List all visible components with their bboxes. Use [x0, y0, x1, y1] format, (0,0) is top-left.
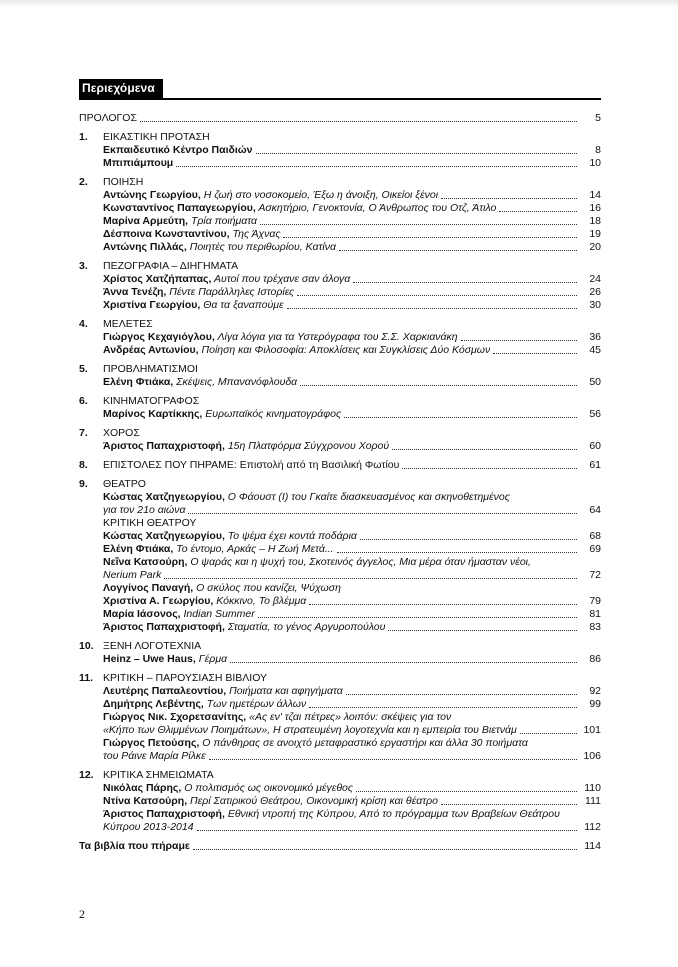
entry-work: Τρία ποιήματα — [188, 215, 258, 227]
section-number: 4. — [79, 318, 88, 330]
entry-work: Indian Summer — [180, 608, 255, 620]
section-number: 9. — [79, 478, 88, 490]
entry-work: Θα τα ξαναπούμε — [200, 299, 284, 311]
toc-entry[interactable] — [79, 202, 601, 215]
toc-entry[interactable] — [79, 711, 601, 724]
entry-author: Άριστος Παπαχριστοφή, — [103, 440, 225, 452]
leader-dots — [388, 630, 577, 631]
entry-author: Λευτέρης Παπαλεοντίου, — [103, 685, 227, 697]
toc-entry[interactable] — [79, 144, 601, 157]
entry-work: Των ημετέρων άλλων — [203, 698, 307, 710]
toc-entry[interactable] — [79, 228, 601, 241]
toc-entry-continuation[interactable] — [79, 724, 601, 737]
entry-work: Λίγα λόγια για τα Υστερόγραφα του Σ.Σ. Χαρκιανάκη — [214, 331, 458, 343]
page-ref: 16 — [589, 202, 601, 214]
page-ref: 83 — [589, 621, 601, 633]
entry-work: Κύπρου 2013-2014 — [103, 821, 194, 833]
entry-work: Ο ψαράς και η ψυχή του, Σκοτεινός άγγελος, Μια μέρα όταν ήμασταν νέοι, — [187, 556, 531, 568]
entry-work: Περί Σατιρικού Θεάτρου, Οικονομική κρίση και θέατρο — [187, 795, 438, 807]
toc-entry[interactable] — [79, 408, 601, 421]
leader-dots — [520, 733, 577, 734]
entry-author: Άννα Τενέζη, — [103, 286, 167, 298]
section-title: ΕΠΙΣΤΟΛΕΣ ΠΟΥ ΠΗΡΑΜΕ: — [103, 459, 237, 471]
leader-dots — [164, 578, 577, 579]
contents-header — [79, 79, 601, 100]
leader-dots — [256, 153, 577, 154]
leader-dots — [193, 849, 577, 850]
toc-entry[interactable] — [79, 556, 601, 569]
page-ref: 18 — [589, 215, 601, 227]
toc-entry[interactable] — [79, 491, 601, 504]
section-title: ΠΡΟΒΛΗΜΑΤΙΣΜΟΙ — [103, 363, 198, 375]
toc-entry[interactable] — [79, 795, 601, 808]
leader-dots — [493, 353, 577, 354]
entry-work: Σταματία, το γένος Αργυροπούλου — [224, 621, 386, 633]
page-ref: 86 — [589, 653, 601, 665]
toc-entry[interactable] — [79, 299, 601, 312]
entry-work: Nerium Park — [103, 569, 162, 581]
toc-entry[interactable] — [79, 273, 601, 286]
page-ref: 79 — [589, 595, 601, 607]
entry-work: Το ψέμα έχει κοντά ποδάρια — [224, 530, 357, 542]
entry-author: Χριστίνα Α. Γεωργίου, — [103, 595, 214, 607]
leader-dots — [197, 830, 577, 831]
leader-dots — [353, 282, 577, 283]
section-title: ΞΕΝΗ ΛΟΓΟΤΕΧΝΙΑ — [103, 640, 202, 652]
entry-author: Κώστας Χατζηγεωργίου, — [103, 491, 225, 503]
page-number: 2 — [79, 907, 85, 921]
page-ref: 24 — [589, 273, 601, 285]
leader-dots — [300, 385, 577, 386]
entry-work: Ποίηση και Φιλοσοφία: Αποκλίσεις και Συγκλίσεις Δύο Κόσμων — [198, 344, 491, 356]
prologue-label: ΠΡΟΛΟΓΟΣ — [79, 112, 137, 124]
section-title: ΚΡΙΤΙΚΑ ΣΗΜΕΙΩΜΑΤΑ — [103, 769, 214, 781]
section-number: 2. — [79, 176, 88, 188]
section-heading — [79, 478, 601, 491]
section-number: 5. — [79, 363, 88, 375]
section-title: ΚΡΙΤΙΚΗ – ΠΑΡΟΥΣΙΑΣΗ ΒΙΒΛΙΟΥ — [103, 672, 268, 684]
entry-work: Πέντε Παράλληλες Ιστορίες — [166, 286, 295, 298]
entry-author: Εκπαιδευτικό Κέντρο Παιδιών — [103, 144, 253, 156]
leader-dots — [499, 211, 577, 212]
leader-dots — [309, 707, 577, 708]
section-heading — [79, 260, 601, 273]
leader-dots — [176, 166, 577, 167]
section-number: 8. — [79, 459, 88, 471]
toc-entry[interactable] — [79, 698, 601, 711]
entry-work: Εθνική ντροπή της Κύπρου, Από το πρόγραμμα των Βραβείων Θεάτρου — [224, 808, 560, 820]
page-ref: 50 — [589, 376, 601, 388]
section-heading — [79, 176, 601, 189]
leader-dots — [287, 308, 577, 309]
section-number: 11. — [79, 672, 94, 684]
toc-entry[interactable] — [79, 344, 601, 357]
page-ref: 92 — [589, 685, 601, 697]
leader-dots — [441, 804, 577, 805]
toc-entry[interactable] — [79, 157, 601, 170]
entry-work: για τον 21ο αιώνα — [103, 504, 186, 516]
entry-work: Της Άχνας — [229, 228, 281, 240]
toc-entry[interactable] — [79, 608, 601, 621]
entry-work: Ευρωπαϊκός κινηματογράφος — [202, 408, 342, 420]
entry-work: Το έντομο, Αρκάς – Η Ζωή Μετά... — [173, 543, 334, 555]
section-heading — [79, 131, 601, 144]
page-ref: 14 — [589, 189, 601, 201]
entry-author: Μαρία Ιάσονος, — [103, 608, 181, 620]
toc-entry[interactable] — [79, 440, 601, 453]
entry-author: Μαρίνα Αρμεύτη, — [103, 215, 189, 227]
entry-author: Ντίνα Κατσούρη, — [103, 795, 188, 807]
entry-work: Ασκητήριο, Γενοκτονία, Ο Άνθρωπος του Οτζ, Άτιλο — [255, 202, 497, 214]
entry-author: Κωνσταντίνος Παπαγεωργίου, — [103, 202, 256, 214]
section-heading — [79, 672, 601, 685]
entry-work: Κόκκινο, Το βλέμμα — [213, 595, 307, 607]
entry-author: Ελένη Φτιάκα, — [103, 543, 174, 555]
toc-entry-continuation[interactable] — [79, 504, 601, 517]
entry-author: Κώστας Χατζηγεωργίου, — [103, 530, 225, 542]
entry-author: Νικόλας Πάρης, — [103, 782, 182, 794]
leader-dots — [356, 791, 577, 792]
toc-entry-continuation[interactable] — [79, 569, 601, 582]
entry-author: Ελένη Φτιάκα, — [103, 376, 174, 388]
toc-entry[interactable] — [79, 582, 601, 595]
entry-work: Αυτοί που τρέχανε σαν άλογα — [211, 273, 351, 285]
entry-work: Επιστολή από τη Βασιλική Φωτίου — [236, 459, 400, 471]
entry-work: 15η Πλατφόρμα Σύγχρονου Χορού — [224, 440, 390, 452]
section-title: ΠΕΖΟΓΡΑΦΙΑ – ΔΙΗΓΗΜΑΤΑ — [103, 260, 239, 272]
page-ref: 36 — [589, 331, 601, 343]
page-ref: 111 — [585, 795, 601, 807]
section-title: ΠΟΙΗΣΗ — [103, 176, 144, 188]
page-ref: 60 — [589, 440, 601, 452]
page-ref: 56 — [589, 408, 601, 420]
page-top-edge — [0, 0, 678, 8]
section-heading — [79, 640, 601, 653]
toc-rows — [79, 112, 601, 853]
entry-author: Άριστος Παπαχριστοφή, — [103, 621, 225, 633]
entry-author: Χριστίνα Γεωργίου, — [103, 299, 201, 311]
page-ref: 61 — [589, 459, 601, 471]
page-ref: 114 — [584, 840, 601, 852]
section-title: ΧΟΡΟΣ — [103, 427, 140, 439]
entry-work: «Ας εν' τζαι πέτρες» λοιπόν: σκέψεις για τον — [246, 711, 452, 723]
contents-title: Περιεχόμενα — [79, 79, 163, 98]
entry-work: «Κήπο των Θλιμμένων Ποιημάτων», Η στρατευμένη λογοτεχνία και η εμπειρία του Βιετνάμ — [103, 724, 517, 736]
leader-dots — [230, 662, 577, 663]
entry-work: Σκέψεις, Μπανανόφλουδα — [173, 376, 298, 388]
entry-author: Χρίστος Χατζήπαπας, — [103, 273, 212, 285]
toc-entry-prologue[interactable] — [79, 112, 601, 125]
subsection-title: ΚΡΙΤΙΚΗ ΘΕΑΤΡΟΥ — [103, 517, 197, 529]
toc-entry[interactable] — [79, 241, 601, 254]
entry-author: Νεΐνα Κατσούρη, — [103, 556, 188, 568]
page-ref: 10 — [589, 157, 601, 169]
entry-work: Γέρμα — [195, 653, 228, 665]
leader-dots — [260, 224, 577, 225]
leader-dots — [441, 198, 577, 199]
section-heading — [79, 769, 601, 782]
entry-work: Η ζωή στο νοσοκομείο, Έξω η άνοιξη, Οικείοι ξένοι — [200, 189, 439, 201]
toc-entry[interactable] — [79, 595, 601, 608]
page-ref: 8 — [595, 144, 601, 156]
leader-dots — [337, 552, 577, 553]
leader-dots — [188, 513, 577, 514]
section-number: 10. — [79, 640, 94, 652]
page-ref: 20 — [589, 241, 601, 253]
leader-dots — [339, 250, 577, 251]
entry-work: Ποιητές του περιθωρίου, Κατίνα — [186, 241, 336, 253]
leader-dots — [309, 604, 577, 605]
entry-author: Δέσποινα Κωνσταντίνου, — [103, 228, 230, 240]
section-title: ΜΕΛΕΤΕΣ — [103, 318, 153, 330]
page-ref: 64 — [589, 504, 601, 516]
toc-entry[interactable] — [79, 621, 601, 634]
section-number: 6. — [79, 395, 88, 407]
toc-entry[interactable] — [79, 653, 601, 666]
page-ref: 5 — [595, 112, 601, 124]
entry-author: Μπιπιάμπουμ — [103, 157, 174, 169]
entry-author: Δημήτρης Λεβέντης, — [103, 698, 204, 710]
toc-entry[interactable] — [79, 685, 601, 698]
entry-author: Heinz – Uwe Haus, — [103, 653, 196, 665]
entry-author: Αντώνης Γεωργίου, — [103, 189, 201, 201]
entry-author: Μαρίνος Καρτίκκης, — [103, 408, 203, 420]
leader-dots — [140, 121, 577, 122]
section-number: 3. — [79, 260, 88, 272]
entry-author: Ανδρέας Αντωνίου, — [103, 344, 199, 356]
section-number: 1. — [79, 131, 88, 143]
toc-entry[interactable] — [79, 737, 601, 750]
entry-work: του Ράινε Μαρία Ρίλκε — [103, 750, 206, 762]
page-ref: 101 — [583, 724, 601, 736]
entry-work: Ο πολιτισμός ως οικονομικό μέγεθος — [181, 782, 353, 794]
entry-author: Λογγίνος Παναγή, — [103, 582, 194, 594]
subsection-heading — [79, 517, 601, 530]
leader-dots — [283, 237, 577, 238]
toc-entry[interactable] — [79, 215, 601, 228]
leader-dots — [402, 468, 577, 469]
toc-entry[interactable] — [79, 189, 601, 202]
section-heading — [79, 395, 601, 408]
section-number: 7. — [79, 427, 88, 439]
page-ref: 106 — [583, 750, 601, 762]
page-ref: 72 — [589, 569, 601, 581]
leader-dots — [209, 759, 577, 760]
toc-entry-continuation[interactable] — [79, 821, 601, 834]
table-of-contents — [79, 79, 601, 853]
entry-author: Άριστος Παπαχριστοφή, — [103, 808, 225, 820]
page-ref: 30 — [589, 299, 601, 311]
toc-entry-books[interactable] — [79, 840, 601, 853]
section-title: ΘΕΑΤΡΟ — [103, 478, 146, 490]
page-ref: 19 — [589, 228, 601, 240]
toc-entry[interactable] — [79, 530, 601, 543]
entry-work: Ο πάνθηρας σε ανοιχτό μεταφραστικό εργαστήρι και άλλα 30 ποιήματα — [199, 737, 528, 749]
leader-dots — [360, 539, 577, 540]
page-ref: 110 — [584, 782, 601, 794]
section-heading — [79, 318, 601, 331]
page-ref: 99 — [589, 698, 601, 710]
page-ref: 112 — [584, 821, 601, 833]
toc-entry[interactable] — [79, 782, 601, 795]
section-heading — [79, 427, 601, 440]
toc-entry[interactable] — [79, 286, 601, 299]
page-ref: 69 — [589, 543, 601, 555]
page-ref: 68 — [589, 530, 601, 542]
leader-dots — [392, 449, 577, 450]
entry-author: Γιώργος Νικ. Σχορετσανίτης, — [103, 711, 247, 723]
page-ref: 45 — [589, 344, 601, 356]
leader-dots — [346, 694, 577, 695]
section-heading — [79, 363, 601, 376]
toc-entry-letters[interactable] — [79, 459, 601, 472]
entry-author: Αντώνης Πιλλάς, — [103, 241, 187, 253]
leader-dots — [297, 295, 577, 296]
entry-work: Ποιήματα και αφηγήματα — [226, 685, 343, 697]
toc-entry[interactable] — [79, 331, 601, 344]
page-ref: 26 — [589, 286, 601, 298]
entry-work: Ο Φάουστ (Ι) του Γκαίτε διασκευασμένος και σκηνοθετημένος — [224, 491, 510, 503]
entry-work: Ο σκύλος που κανίζει, Ψύχωση — [193, 582, 341, 594]
books-label: Τα βιβλία που πήραμε — [79, 840, 190, 852]
leader-dots — [344, 417, 577, 418]
page-ref: 81 — [589, 608, 601, 620]
toc-entry[interactable] — [79, 376, 601, 389]
section-title: ΚΙΝΗΜΑΤΟΓΡΑΦΟΣ — [103, 395, 200, 407]
entry-author: Γιώργος Πετούσης, — [103, 737, 200, 749]
leader-dots — [461, 340, 577, 341]
entry-author: Γιώργος Κεχαγιόγλου, — [103, 331, 215, 343]
toc-entry[interactable] — [79, 808, 601, 821]
section-title: ΕΙΚΑΣΤΙΚΗ ΠΡΟΤΑΣΗ — [103, 131, 210, 143]
leader-dots — [258, 617, 577, 618]
section-number: 12. — [79, 769, 94, 781]
toc-entry[interactable] — [79, 543, 601, 556]
toc-entry-continuation[interactable] — [79, 750, 601, 763]
